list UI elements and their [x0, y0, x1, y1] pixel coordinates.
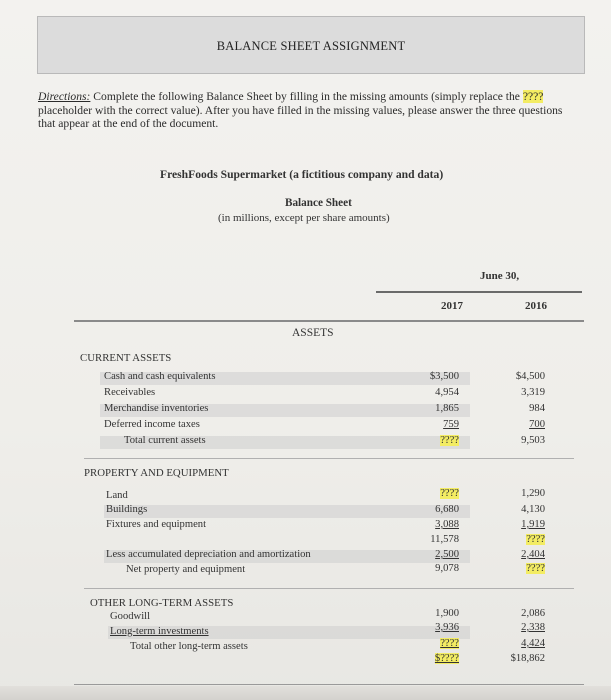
ppe-header: PROPERTY AND EQUIPMENT: [84, 467, 229, 479]
header-rule: [376, 291, 582, 293]
directions-text-a: Complete the following Balance Sheet by filling in the missing amounts (simply replace the: [90, 90, 523, 103]
ppe-subtotal-2017: 11,578: [430, 534, 459, 545]
company-name: FreshFoods Supermarket (a fictitious company and data): [160, 168, 444, 181]
fixtures-label: Fixtures and equipment: [106, 519, 207, 530]
statement-subtitle: (in millions, except per share amounts): [218, 212, 390, 224]
net-ppe-2017: 9,078: [435, 563, 459, 574]
directions-text-b: placeholder with the correct value). After you have filled in the missing values, please answer the three questions that appear at the end of the document.: [38, 103, 563, 131]
depreciation-2016: 2,404: [521, 549, 545, 560]
investments-label: Long-term investments: [110, 626, 209, 637]
inventories-2016: 984: [529, 403, 545, 414]
cash-label: Cash and cash equivalents: [104, 371, 216, 382]
total-other-2017: ????: [440, 638, 459, 649]
goodwill-2016: 2,086: [521, 608, 545, 619]
page-bottom-edge: [0, 686, 611, 700]
total-current-assets-2017: ????: [440, 435, 459, 446]
buildings-2017: 6,680: [435, 504, 459, 515]
date-header: June 30,: [480, 270, 520, 282]
document-title: BALANCE SHEET ASSIGNMENT: [216, 39, 406, 53]
investments-2017: 3,936: [435, 622, 459, 633]
other-assets-header: OTHER LONG-TERM ASSETS: [90, 597, 234, 609]
year-2017-header: 2017: [441, 300, 463, 312]
depreciation-2017: 2,500: [435, 549, 459, 560]
net-ppe-2016: ????: [526, 563, 545, 574]
land-2016: 1,290: [521, 488, 545, 499]
cash-2017: $3,500: [429, 371, 459, 382]
net-ppe-label: Net property and equipment: [126, 564, 246, 575]
total-other-label: Total other long-term assets: [130, 641, 248, 652]
assets-header: ASSETS: [292, 327, 334, 339]
buildings-label: Buildings: [106, 504, 148, 515]
total-current-assets-label: Total current assets: [124, 435, 206, 446]
total-current-assets-2016: 9,503: [521, 435, 545, 446]
deferred-taxes-label: Deferred income taxes: [104, 419, 200, 430]
goodwill-2017: 1,900: [435, 608, 459, 619]
section-divider: [84, 458, 574, 459]
receivables-2017: 4,954: [435, 387, 459, 398]
land-label: Land: [106, 490, 128, 501]
receivables-2016: 3,319: [521, 387, 545, 398]
total-assets-2017: $????: [434, 653, 459, 664]
title-box: [37, 16, 585, 74]
inventories-2017: 1,865: [435, 403, 459, 414]
deferred-taxes-2017: 759: [443, 419, 459, 430]
statement-title: Balance Sheet: [285, 197, 352, 209]
total-assets-2016: $18,862: [510, 653, 545, 664]
directions-lead: Directions:: [38, 90, 91, 103]
total-other-2016: 4,424: [521, 638, 545, 649]
receivables-label: Receivables: [104, 387, 156, 398]
land-2017: ????: [440, 488, 459, 499]
current-assets-header: CURRENT ASSETS: [80, 352, 172, 364]
goodwill-label: Goodwill: [110, 611, 151, 622]
depreciation-label: Less accumulated depreciation and amortization: [106, 549, 311, 560]
deferred-taxes-2016: 700: [529, 419, 545, 430]
fixtures-2016: 1,919: [521, 519, 545, 530]
ppe-subtotal-2016: ????: [526, 534, 545, 545]
investments-2016: 2,338: [521, 622, 545, 633]
directions-paragraph: [38, 90, 578, 131]
fixtures-2017: 3,088: [435, 519, 459, 530]
year-2016-header: 2016: [525, 300, 547, 312]
cash-2016: $4,500: [515, 371, 545, 382]
buildings-2016: 4,130: [521, 504, 545, 515]
section-divider: [84, 588, 574, 589]
inventories-label: Merchandise inventories: [104, 403, 209, 414]
placeholder-example: ????: [522, 90, 544, 103]
row-band: [104, 505, 470, 518]
